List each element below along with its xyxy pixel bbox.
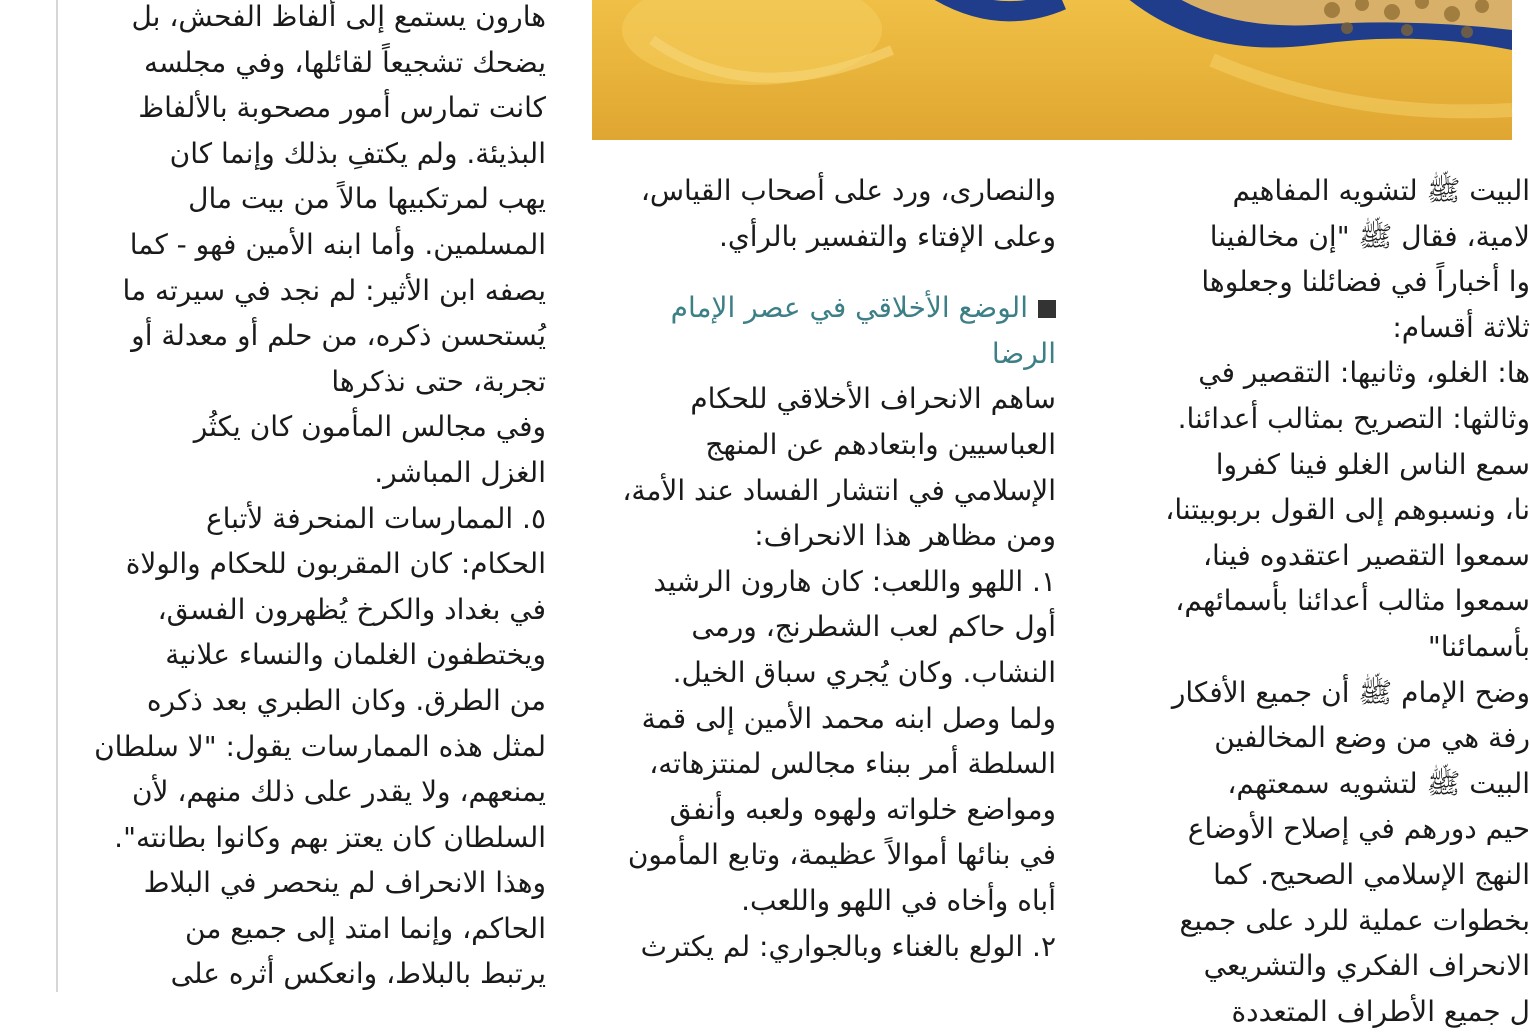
page-margin-bar xyxy=(0,0,58,992)
text-line: الإسلامي في انتشار الفساد عند الأمة، xyxy=(622,473,1056,507)
text-line: نا، ونسبوهم إلى القول بربوبيتنا، xyxy=(1165,493,1530,527)
text-line: ل جميع الأطراف المتعددة xyxy=(1231,994,1530,1028)
section-heading-cont: الرضا xyxy=(991,336,1056,370)
text-line: الانحراف الفكري والتشريعي xyxy=(1203,949,1530,983)
heading-bullet-icon xyxy=(1038,300,1056,318)
text-line: سمعوا مثالب أعدائنا بأسمائهم، xyxy=(1175,584,1530,618)
text-line: أباه وأخاه في اللهو واللعب. xyxy=(741,883,1056,917)
text-line: الغزل المباشر. xyxy=(374,455,546,489)
text-line: ولما وصل ابنه محمد الأمين إلى قمة xyxy=(641,701,1056,735)
text-line: الحكام: كان المقربون للحكام والولاة xyxy=(125,547,546,581)
text-line: بأسمائنا" xyxy=(1427,629,1530,663)
text-line: وثالثها: التصريح بمثالب أعدائنا. xyxy=(1177,401,1530,435)
text-line: البيت ﷺ لتشويه المفاهيم xyxy=(1232,174,1530,207)
text-line: يصفه ابن الأثير: لم نجد في سيرته ما xyxy=(122,273,546,307)
text-line: في بنائها أموالاً عظيمة، وتابع المأمون xyxy=(627,838,1056,872)
article-column-right xyxy=(1100,168,1530,1034)
text-line: يُستحسن ذكره، من حلم أو معدلة أو xyxy=(131,319,546,353)
text-line: وضح الإمام ﷺ أن جميع الأفكار xyxy=(1171,675,1530,709)
article-illustration xyxy=(592,0,1512,140)
text-line: البذيئة. ولم يكتفِ بذلك وإنما كان xyxy=(169,136,546,170)
text-line: الحاكم، وإنما امتد إلى جميع من xyxy=(185,911,546,945)
text-line: لمثل هذه الممارسات يقول: "لا سلطان xyxy=(94,729,546,763)
text-line: ومواضع خلواته ولهوه ولعبه وأنفق xyxy=(669,792,1056,826)
text-line: ١. اللهو واللعب: كان هارون الرشيد xyxy=(653,564,1056,598)
text-line: حيم دورهم في إصلاح الأوضاع xyxy=(1187,812,1530,846)
text-line: يهب لمرتكبيها مالاً من بيت مال xyxy=(188,182,546,216)
text-line: العباسيين وابتعادهم عن المنهج xyxy=(705,427,1056,461)
text-line: وفي مجالس المأمون كان يكثُر xyxy=(193,410,546,444)
section-heading xyxy=(588,285,1056,331)
text-line: المسلمين. وأما ابنه الأمين فهو - كما xyxy=(129,227,546,261)
text-line: يمنعهم، ولا يقدر على ذلك منهم، لأن xyxy=(131,775,546,809)
text-line: سمع الناس الغلو فينا كفروا xyxy=(1215,447,1530,481)
text-line: لامية، فقال ﷺ "إن مخالفينا xyxy=(1209,219,1530,253)
text-line: ٢. الولع بالغناء وبالجواري: لم يكترث xyxy=(640,929,1056,963)
illustration-art xyxy=(592,0,1512,140)
text-line: ويختطفون الغلمان والنساء علانية xyxy=(165,638,546,672)
text-line: أول حاكم لعب الشطرنج، ورمى xyxy=(691,610,1056,644)
text-line: وهذا الانحراف لم ينحصر في البلاط xyxy=(143,866,546,900)
text-line: البيت ﷺ لتشويه سمعتهم، xyxy=(1227,766,1530,800)
text-line: وعلى الإفتاء والتفسير بالرأي. xyxy=(718,219,1056,253)
text-line: النهج الإسلامي الصحيح. كما xyxy=(1213,857,1530,891)
text-line: يضحك تشجيعاً لقائلها، وفي مجلسه xyxy=(143,45,546,79)
text-line: يرتبط بالبلاط، وانعكس أثره على xyxy=(170,957,546,991)
paragraph-gap xyxy=(588,259,1056,285)
text-line: ثلاثة أقسام: xyxy=(1392,310,1530,344)
text-line: النشاب. وكان يُجري سباق الخيل. xyxy=(672,655,1056,689)
text-line: السلطان كان يعتز بهم وكانوا بطانته". xyxy=(114,820,546,854)
text-line: هارون يستمع إلى ألفاظ الفحش، بل xyxy=(131,0,546,33)
text-line: في بغداد والكرخ يُظهرون الفسق، xyxy=(157,592,546,626)
text-line: من الطرق. وكان الطبري بعد ذكره xyxy=(146,683,546,717)
section-heading-text: الوضع الأخلاقي في عصر الإمام xyxy=(670,291,1028,325)
text-line: ٥. الممارسات المنحرفة لأتباع xyxy=(205,501,546,535)
text-line: سمعوا التقصير اعتقدوه فينا، xyxy=(1202,538,1530,572)
text-line: وا أخباراً في فضائلنا وجعلوها xyxy=(1201,265,1530,299)
text-line: بخطوات عملية للرد على جميع xyxy=(1179,903,1530,937)
article-column-left xyxy=(78,0,546,997)
text-line: والنصارى، ورد على أصحاب القياس، xyxy=(640,174,1056,207)
text-line: السلطة أمر ببناء مجالس لمنتزهاته، xyxy=(649,747,1056,781)
text-line: ساهم الانحراف الأخلاقي للحكام xyxy=(690,382,1056,416)
text-line: تجربة، حتى نذكرها xyxy=(331,364,546,398)
article-column-middle xyxy=(588,168,1056,969)
text-line: ها: الغلو، وثانيها: التقصير في xyxy=(1198,356,1530,390)
text-line: كانت تمارس أمور مصحوبة بالألفاظ xyxy=(138,91,546,125)
text-line: رفة هي من وضع المخالفين xyxy=(1214,721,1530,755)
text-line: ومن مظاهر هذا الانحراف: xyxy=(754,519,1056,553)
